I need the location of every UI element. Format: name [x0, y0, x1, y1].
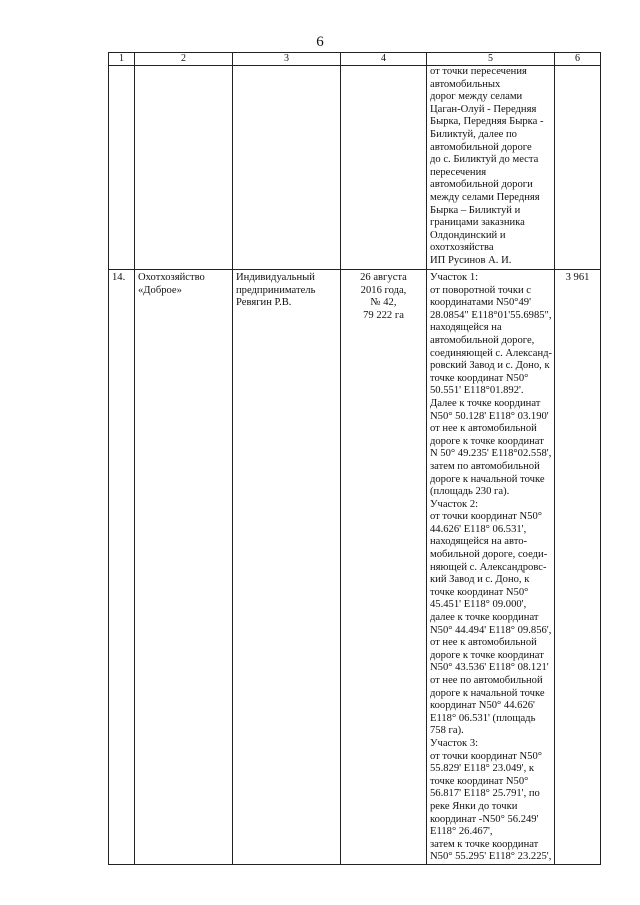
text-line: от точки координат N50° [430, 511, 543, 523]
text-line: охотхозяйства [430, 242, 494, 254]
text-line: 79 222 га [363, 309, 404, 321]
text-line: дорог между селами [430, 91, 523, 103]
text-line: точке координат N50° [430, 586, 529, 598]
text-line: N50° 55.295' E118° 23.225', [430, 851, 552, 863]
header-cell: 6 [555, 53, 601, 66]
text-line: 55.829' E118° 23.049', к [430, 763, 535, 775]
text-line: реке Янки до точки [430, 800, 518, 812]
text-line: автомобильных [430, 78, 501, 90]
header-cell: 3 [233, 53, 341, 66]
text-line: ровский Завод и с. Доно, к [430, 360, 550, 372]
text-line: пересечения [430, 166, 487, 178]
text-line: N 50° 49.235' E118°02.558', [430, 448, 552, 460]
text-line: мобильной дороге, соеди- [430, 549, 548, 561]
owner-cell [233, 270, 341, 865]
text-line: 758 га). [430, 725, 464, 737]
text-line: затем к точке координат [430, 838, 539, 850]
hunting-ground-name-cell [135, 270, 233, 865]
text-line: Бырка, Передняя Бырка - [430, 116, 544, 128]
text-line: (площадь 230 га). [430, 486, 510, 498]
text-line: от нее к автомобильной [430, 637, 537, 649]
text-line: Участок 2: [430, 498, 479, 510]
text-line: от точки пересечения [430, 66, 527, 77]
cell-empty [233, 66, 341, 270]
text-line: № 42, [370, 297, 397, 309]
cell-empty [341, 66, 427, 270]
cell-empty [135, 66, 233, 270]
agreement-cell [341, 270, 427, 865]
text-line: няющей с. Александровс- [430, 561, 547, 573]
cell-empty [109, 66, 135, 270]
text-line: N50° 50.128' E118° 03.190' [430, 410, 549, 422]
text-line: 50.551' E118°01.892'. [430, 385, 524, 397]
text-line: от точки координат N50° [430, 750, 543, 762]
text-line: «Доброе» [138, 284, 182, 296]
text-line: координатами N50°49' [430, 297, 531, 309]
text-line: точке координат N50° [430, 372, 529, 384]
text-line: дороге к точке координат [430, 435, 544, 447]
text-line: 44.626' E118° 06.531', [430, 523, 527, 535]
text-line: дороге к начальной точке [430, 473, 545, 485]
text-line: далее к точке координат [430, 612, 539, 624]
text-line: находящейся на авто- [430, 536, 528, 548]
row-number-cell: 14. [109, 270, 135, 865]
text-line: кий Завод и с. Доно, к [430, 574, 530, 586]
text-line: координат -N50° 56.249' [430, 813, 539, 825]
header-cell: 2 [135, 53, 233, 66]
text-line: автомобильной дороги [430, 179, 533, 191]
text-line: Участок 3: [430, 737, 479, 749]
page-number: 6 [316, 34, 324, 50]
text-line: Олдондинский и [430, 229, 506, 241]
table-row-continuation [109, 66, 601, 270]
document-table [108, 52, 601, 865]
text-line: находящейся на [430, 322, 502, 334]
text-line: Далее к точке координат [430, 397, 541, 409]
text-line: Участок 1: [430, 272, 479, 283]
text-line: N50° 44.494' E118° 09.856', [430, 624, 552, 636]
text-line: 56.817' E118° 25.791', по [430, 788, 540, 800]
text-line: предприниматель [236, 284, 316, 296]
text-line: N50° 43.536' E118° 08.121' [430, 662, 549, 674]
text-line: 2016 года, [360, 284, 407, 296]
text-line: затем по автомобильной [430, 460, 540, 472]
text-line: Бырка – Биликтуй и [430, 204, 521, 216]
text-line: от нее к автомобильной [430, 423, 537, 435]
text-line: между селами Передняя [430, 191, 540, 203]
text-line: координат N50° 44.626' [430, 700, 535, 712]
text-line: Индивидуальный [236, 272, 315, 283]
text-line: дороге к точке координат [430, 649, 544, 661]
text-line: от нее по автомобильной [430, 675, 543, 686]
text-line: E118° 26.467', [430, 826, 493, 838]
text-line: дороге к начальной точке [430, 687, 545, 699]
text-line: 26 августа [360, 272, 407, 283]
value-cell: 3 961 [555, 270, 601, 865]
text-line: Охотхозяйство [138, 272, 205, 283]
text-line: от поворотной точки с [430, 284, 532, 296]
continuation-description-cell [427, 66, 555, 270]
text-line: E118° 06.531' (площадь [430, 712, 536, 724]
boundary-description-cell [427, 270, 555, 865]
text-line: 28.0854" E118°01'55.6985", [430, 309, 552, 321]
text-line: соединяющей с. Александ- [430, 347, 553, 359]
text-line: автомобильной дороге, [430, 334, 535, 346]
text-line: Ревягин Р.В. [236, 297, 292, 309]
text-line: точке координат N50° [430, 775, 529, 787]
text-line: автомобильной дороге [430, 141, 532, 153]
text-line: 45.451' E118° 09.000', [430, 599, 527, 611]
cell-empty [555, 66, 601, 270]
text-line: Цаган-Олуй - Передняя [430, 103, 537, 115]
header-cell: 5 [427, 53, 555, 66]
text-line: Биликтуй, далее по [430, 128, 517, 140]
header-row [109, 53, 601, 66]
text-line: до с. Биликтуй до места [430, 154, 539, 166]
text-line: ИП Русинов А. И. [430, 254, 512, 266]
table-row-14 [109, 270, 601, 865]
text-line: границами заказника [430, 217, 525, 229]
header-cell: 1 [109, 53, 135, 66]
header-cell: 4 [341, 53, 427, 66]
